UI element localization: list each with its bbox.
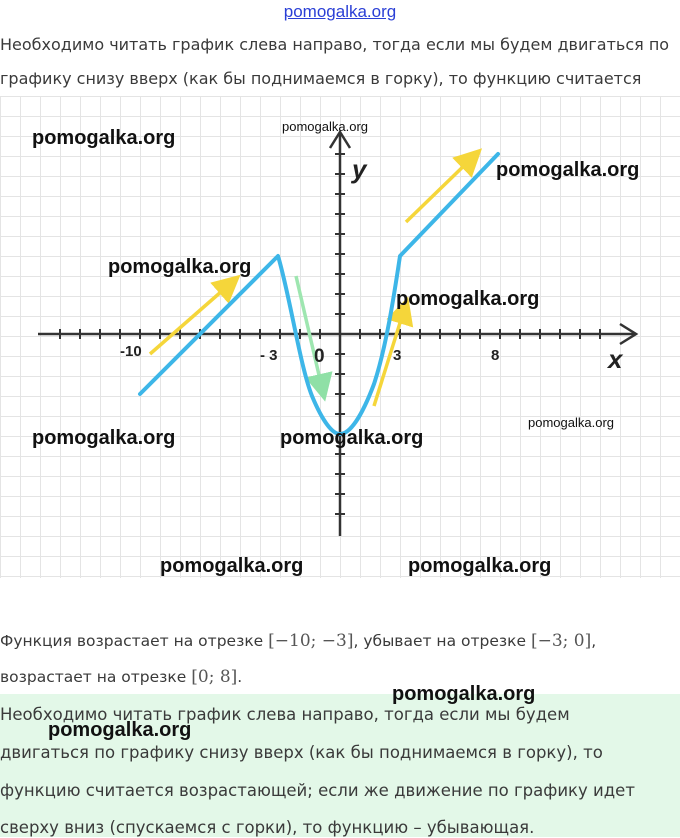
watermark: pomogalka.org xyxy=(408,555,552,577)
watermark: pomogalka.org xyxy=(108,256,252,278)
tick-label-origin: 0 xyxy=(314,346,325,367)
tick-label-minus-10: -10 xyxy=(120,343,142,360)
watermark: pomogalka.org xyxy=(282,119,368,134)
watermark: pomogalka.org xyxy=(392,683,536,705)
result-text: возрастает на отрезке xyxy=(0,668,192,686)
result-text: , убывает на отрезке xyxy=(353,632,531,650)
result-line-1 xyxy=(0,631,596,651)
watermark: pomogalka.org xyxy=(48,719,192,741)
interval-math: [−3; 0] xyxy=(530,631,592,651)
note-line-3: функцию считается возрастающей; если же движение по графику идет xyxy=(0,781,635,800)
result-line-2 xyxy=(0,667,242,687)
watermark: pomogalka.org xyxy=(496,159,640,181)
intro-line-2: графику снизу вверх (как бы поднимаемся в горку), то функцию считается xyxy=(0,69,642,88)
tick-label-minus-3: - 3 xyxy=(260,347,278,364)
site-link[interactable]: pomogalka.org xyxy=(283,2,397,21)
result-text: , xyxy=(591,632,597,650)
watermark: pomogalka.org xyxy=(32,127,176,149)
tick-label-8: 8 xyxy=(491,347,500,364)
watermark: pomogalka.org xyxy=(32,427,176,449)
watermark: pomogalka.org xyxy=(280,427,424,449)
x-axis-label: x xyxy=(608,344,623,374)
intro-line-1: Необходимо читать график слева направо, тогда если мы будем двигаться по xyxy=(0,35,670,54)
tick-label-3: 3 xyxy=(393,347,402,364)
interval-math: [0; 8] xyxy=(191,667,238,687)
result-text: Функция возрастает на отрезке xyxy=(0,632,269,650)
interval-math: [−10; −3] xyxy=(268,631,354,651)
watermark: pomogalka.org xyxy=(528,415,614,430)
note-line-2: двигаться по графику снизу вверх (как бы поднимаемся в горку), то xyxy=(0,743,603,762)
note-line-4: сверху вниз (спускаемся с горки), то функцию – убывающая. xyxy=(0,818,535,837)
y-axis-label: y xyxy=(352,154,367,184)
result-text: . xyxy=(237,668,243,686)
note-line-1: Необходимо читать график слева направо, тогда если мы будем xyxy=(0,705,570,724)
watermark: pomogalka.org xyxy=(396,288,540,310)
watermark: pomogalka.org xyxy=(160,555,304,577)
